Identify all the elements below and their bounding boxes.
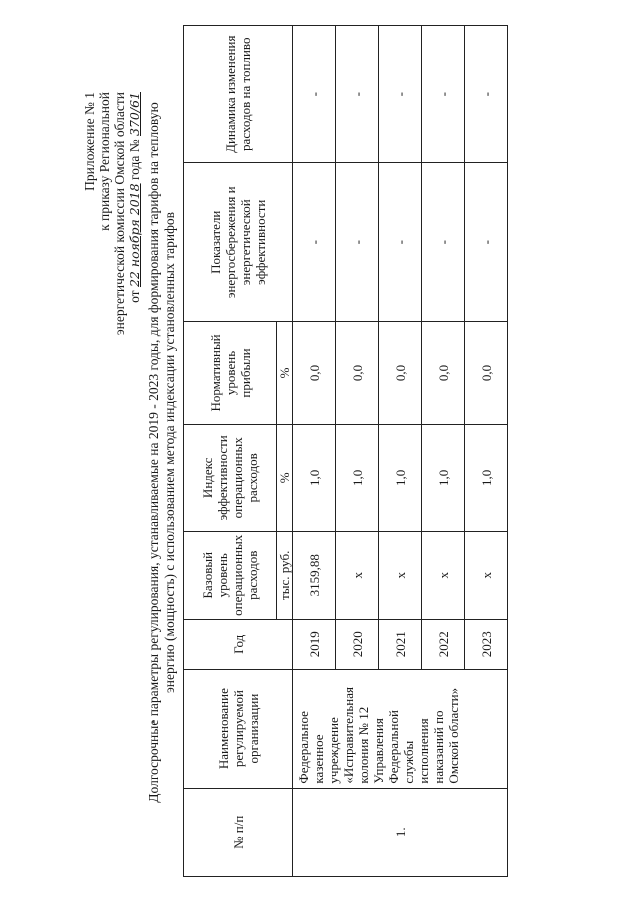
cell-energy: - xyxy=(422,163,465,322)
cell-profit: 0,0 xyxy=(422,322,465,425)
row-number: 1. xyxy=(293,788,508,876)
cell-base: х xyxy=(336,531,379,619)
appendix-order-line: к приказу Региональной xyxy=(97,92,112,231)
regulation-parameters-table xyxy=(183,25,508,877)
header-base: Базовый уровень операционных расходов xyxy=(184,531,277,619)
header-profit: Нормативный уровень прибыли xyxy=(184,322,277,425)
cell-base: х xyxy=(465,531,508,619)
cell-base: х xyxy=(379,531,422,619)
title-line-2: энергию (мощность) с использованием метода индексации установленных тарифов xyxy=(162,211,177,694)
cell-energy: - xyxy=(293,163,336,322)
cell-profit: 0,0 xyxy=(465,322,508,425)
cell-energy: - xyxy=(379,163,422,322)
table-row xyxy=(293,26,336,877)
header-fuel: Динамика изменения расходов на топливо xyxy=(184,26,293,163)
cell-index: 1,0 xyxy=(379,424,422,531)
cell-index: 1,0 xyxy=(336,424,379,531)
unit-index: % xyxy=(277,424,293,531)
appendix-date-line xyxy=(127,92,142,335)
handwritten-date: 22 ноября 2018 xyxy=(127,183,142,288)
header-num: № п/п xyxy=(184,788,293,876)
cell-energy: - xyxy=(336,163,379,322)
cell-base: х xyxy=(422,531,465,619)
header-index: Индекс эффективности операционных расходов xyxy=(184,424,277,531)
cell-fuel: - xyxy=(336,26,379,163)
cell-fuel: - xyxy=(422,26,465,163)
cell-energy: - xyxy=(465,163,508,322)
document-title xyxy=(146,30,178,875)
cell-profit: 0,0 xyxy=(336,322,379,425)
cell-fuel: - xyxy=(379,26,422,163)
cell-profit: 0,0 xyxy=(379,322,422,425)
cell-profit: 0,0 xyxy=(293,322,336,425)
cell-year: 2019 xyxy=(293,619,336,669)
appendix-commission-line: энергетической комиссии Омской области xyxy=(112,92,127,336)
org-name: Федеральное казенное учреждение «Исправительная колония № 12 Управления Федеральной службы исполнения наказаний по Омской области» xyxy=(293,669,508,788)
cell-year: 2023 xyxy=(465,619,508,669)
unit-base: тыс. руб. xyxy=(277,531,293,619)
appendix-block xyxy=(82,92,142,335)
cell-year: 2020 xyxy=(336,619,379,669)
cell-index: 1,0 xyxy=(293,424,336,531)
cell-fuel: - xyxy=(465,26,508,163)
appendix-from-prefix: от xyxy=(127,290,142,303)
cell-index: 1,0 xyxy=(422,424,465,531)
cell-year: 2021 xyxy=(379,619,422,669)
appendix-year-number-label: года № xyxy=(127,139,142,181)
cell-fuel: - xyxy=(293,26,336,163)
unit-profit: % xyxy=(277,322,293,425)
cell-base: 3159,88 xyxy=(293,531,336,619)
header-year: Год xyxy=(184,619,293,669)
title-line-1: Долгосрочные параметры регулирования, устанавливаемые на 2019 - 2023 годы, для формирования тарифов на тепловую xyxy=(146,102,161,803)
cell-index: 1,0 xyxy=(465,424,508,531)
header-org: Наименование регулируемой организации xyxy=(184,669,293,788)
header-energy: Показатели энергосбережения и энергетической эффективности xyxy=(184,163,293,322)
handwritten-number: 370/61 xyxy=(127,92,142,136)
cell-year: 2022 xyxy=(422,619,465,669)
appendix-title: Приложение № 1 xyxy=(82,92,97,191)
